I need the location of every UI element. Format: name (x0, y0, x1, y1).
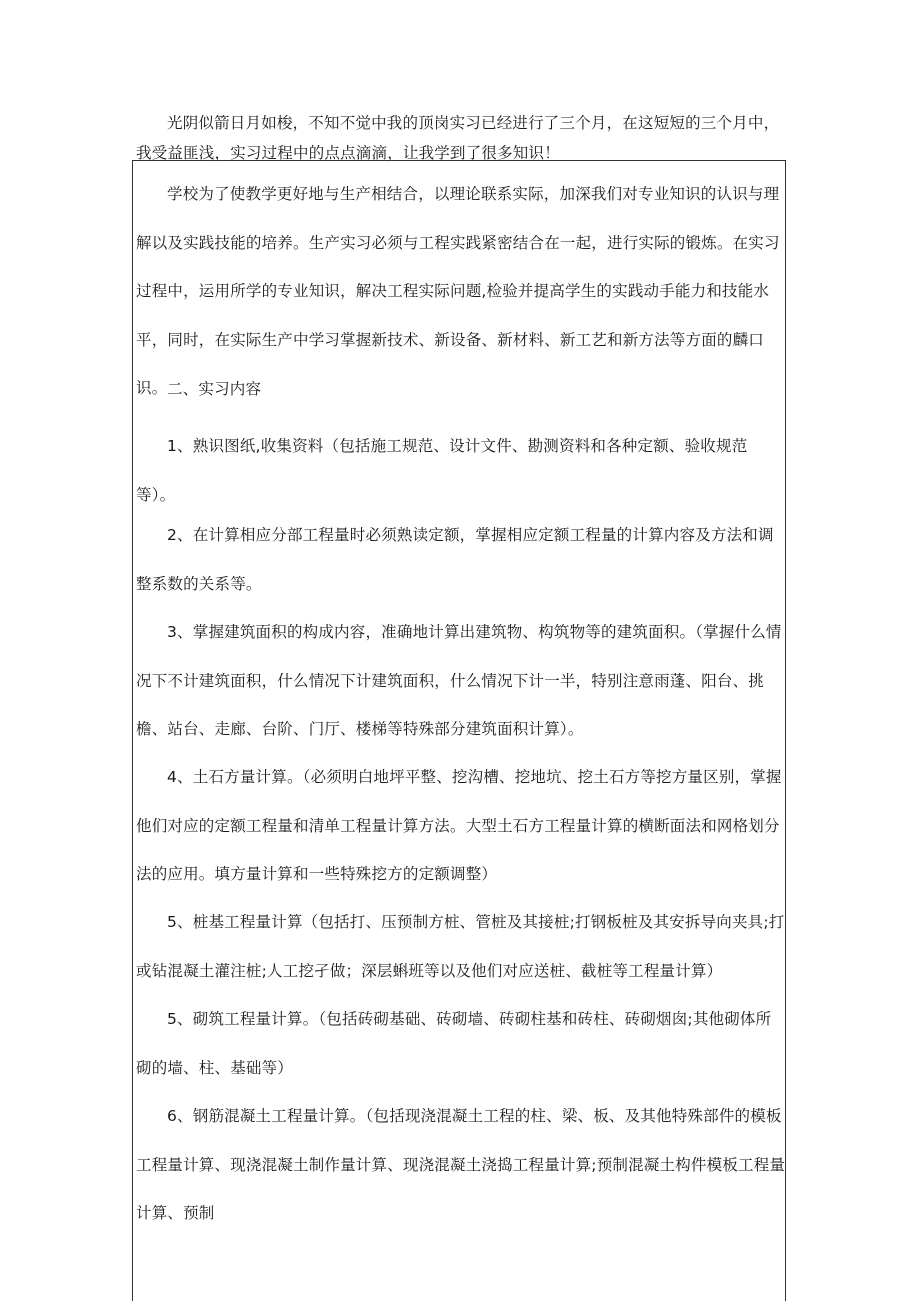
intro-paragraph: 光阴似箭日月如梭，不知不觉中我的顶岗实习已经进行了三个月，在这短短的三个月中，我受益匪浅，实习过程中的点点滴滴，让我学到了很多知识！ (136, 114, 780, 162)
content-item-5: 5、桩基工程量计算（包括打、压预制方桩、管桩及其接桩;打钢板桩及其安拆导向夹具;打或钻混凝土灌注桩;人工挖孑做；深层蝌班等以及他们对应送桩、截桩等工程量计算） (136, 913, 785, 980)
content-item-4: 4、土石方量计算。（必须明白地坪平整、挖沟槽、挖地坑、挖土石方等挖方量区别，掌握他们对应的定额工程量和清单工程量计算方法。大型土石方工程量计算的横断面法和网格划分法的应用。填方量计算和一些特殊挖方的定额调整） (136, 768, 782, 883)
content-item-7: 6、钢筋混凝土工程量计算。（包括现浇混凝土工程的柱、梁、板、及其他特殊部件的模板工程量计算、现浇混凝土制作量计算、现浇混凝土浇捣工程量计算;预制混凝土构件模板工程量计算、预制 (136, 1107, 786, 1222)
content-item-1: 1、熟识图纸,收集资料（包括施工规范、设计文件、勘测资料和各种定额、验收规范等）。 (136, 437, 748, 504)
content-item-2: 2、在计算相应分部工程量时必须熟读定额，掌握相应定额工程量的计算内容及方法和调整系数的关系等。 (136, 526, 774, 593)
content-item-3: 3、掌握建筑面积的构成内容，准确地计算出建筑物、构筑物等的建筑面积。（掌握什么情况下不计建筑面积，什么情况下计建筑面积，什么情况下计一半，特别注意雨蓬、阳台、挑檐、站台、走廊、台阶、门厅、楼梯等特殊部分建筑面积计算）。 (136, 623, 782, 738)
content-item-6: 5、砌筑工程量计算。（包括砖砌基础、砖砌墙、砖砌柱基和砖柱、砖砌烟囱;其他砌体所砌的墙、柱、基础等） (136, 1010, 772, 1077)
section-heading: 二、实习内容 (167, 380, 262, 398)
purpose-paragraph: 学校为了使教学更好地与生产相结合，以理论联系实际，加深我们对专业知识的认识与理解以及实践技能的培养。生产实习必须与工程实践紧密结合在一起，进行实际的锻炼。在实习过程中，运用所学的专业知识，解决工程实际问题,检验并提高学生的实践动手能力和技能水平，同时，在实际生产中学习掌握新技术、新设备、新材料、新工艺和新方法等方面的麟口识。 (136, 185, 780, 397)
